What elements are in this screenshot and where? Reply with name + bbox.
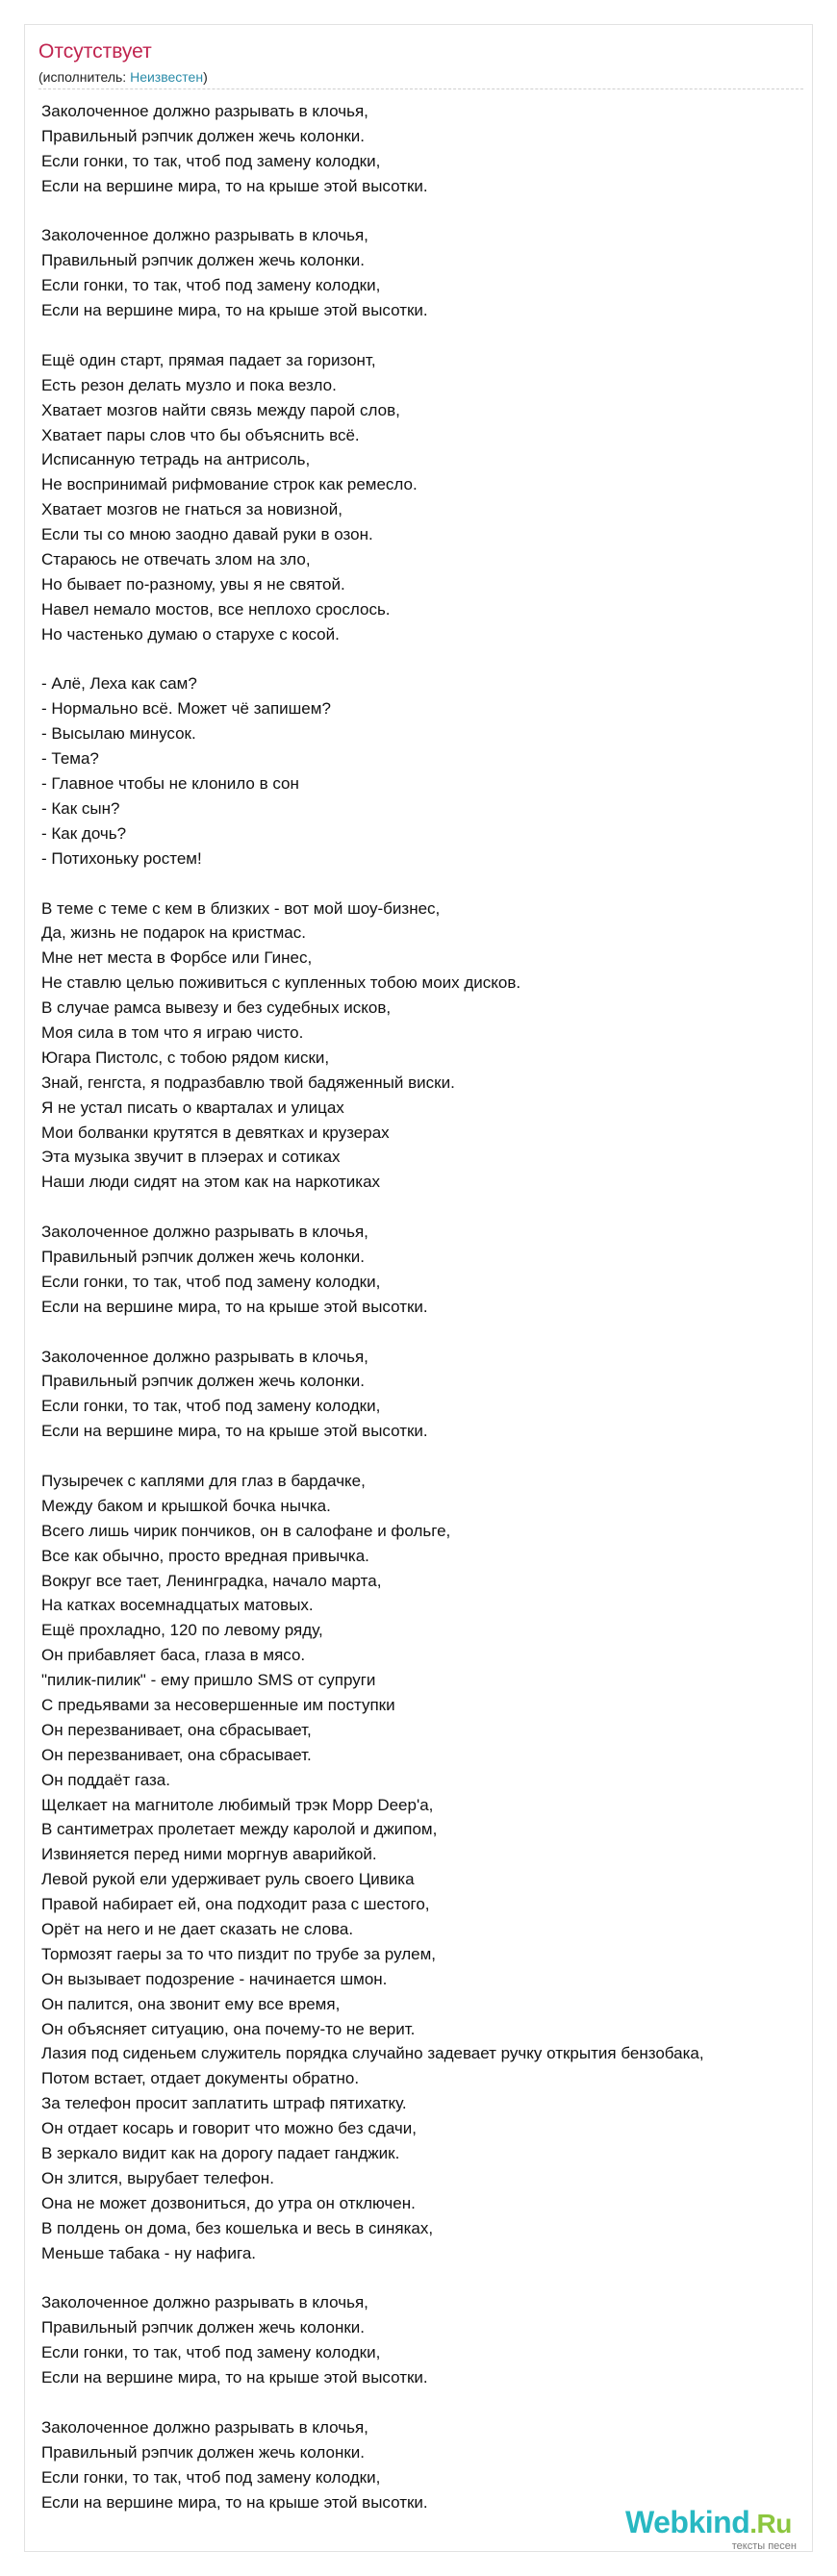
lyrics-line: Хватает пары слов что бы объяснить всё. (41, 425, 360, 444)
artist-prefix: (исполнитель: (38, 69, 131, 85)
lyrics-line: Если гонки, то так, чтоб под замену колодки, (41, 276, 381, 295)
song-title: Отсутствует (38, 40, 152, 63)
lyrics-line: Мне нет места в Форбсе или Гинес, (41, 948, 313, 968)
lyrics-blank-line (41, 1195, 830, 1220)
lyrics-line: Левой рукой ели удерживает руль своего Цивика (41, 1870, 415, 1889)
lyrics-line: Знай, генгста, я подразбавлю твой бадяженный виски. (41, 1073, 455, 1092)
lyrics-line: Хватает мозгов найти связь между парой слов, (41, 400, 400, 419)
webkind-logo[interactable] (625, 2506, 818, 2563)
lyrics-line: В сантиметрах пролетает между каролой и джипом, (41, 1820, 438, 1839)
lyrics-line: Потом встает, отдает документы обратно. (41, 2069, 360, 2088)
lyrics-line: Да, жизнь не подарок на кристмас. (41, 923, 306, 943)
lyrics-blank-line (41, 1444, 830, 1469)
lyrics-line: Хватает мозгов не гнаться за новизной, (41, 500, 342, 519)
lyrics-line: Она не может дозвониться, до утра он отключен. (41, 2193, 416, 2212)
lyrics-line: Он поддаёт газа. (41, 1770, 170, 1789)
lyrics-line: - Как сын? (41, 798, 120, 818)
lyrics-line: Если гонки, то так, чтоб под замену колодки, (41, 2343, 381, 2362)
lyrics-line: Он отдает косарь и говорит что можно без сдачи, (41, 2119, 417, 2138)
lyrics-line: Тормозят гаеры за то что пиздит по трубе за рулем, (41, 1944, 436, 1963)
lyrics-line: Правильный рэпчик должен жечь колонки. (41, 2442, 365, 2462)
lyrics-line: Эта музыка звучит в плэерах и сотиках (41, 1148, 341, 1167)
lyrics-line: Если на вершине мира, то на крыше этой высотки. (41, 2492, 428, 2512)
lyrics-line: Не воспринимай рифмование строк как ремесло. (41, 475, 418, 494)
lyrics-line: - Нормально всё. Может чё запишем? (41, 699, 331, 719)
lyrics-line: Заколоченное должно разрывать в клочья, (41, 226, 368, 245)
lyrics-line: Наши люди сидят на этом как на наркотиках (41, 1173, 381, 1192)
lyrics-line: В зеркало видит как на дорогу падает ганджик. (41, 2144, 400, 2163)
lyrics-line: Югара Пистолс, с тобою рядом киски, (41, 1048, 330, 1067)
lyrics-line: Я не устал писать о кварталах и улицах (41, 1098, 344, 1117)
lyrics-body (41, 99, 830, 2514)
lyrics-line: Он объясняет ситуацию, она почему-то не верит. (41, 2019, 416, 2038)
lyrics-line: Если гонки, то так, чтоб под замену колодки, (41, 1397, 381, 1416)
lyrics-line: Правильный рэпчик должен жечь колонки. (41, 1372, 365, 1391)
lyrics-line: Мои болванки крутятся в девятках и крузерах (41, 1123, 390, 1142)
lyrics-line: Меньше табака - ну нафига. (41, 2243, 257, 2262)
lyrics-line: Если на вершине мира, то на крыше этой высотки. (41, 1422, 428, 1441)
lyrics-line: Заколоченное должно разрывать в клочья, (41, 2293, 368, 2312)
lyrics-blank-line (41, 323, 830, 348)
logo-subtitle: тексты песен (731, 2540, 797, 2552)
lyrics-line: Лазия под сиденьем служитель порядка случайно задевает ручку открытия бензобака, (41, 2044, 704, 2063)
lyrics-line: Но бывает по-разному, увы я не святой. (41, 574, 345, 593)
header-divider (38, 88, 803, 89)
lyrics-line: Извиняется перед ними моргнув аварийкой. (41, 1845, 377, 1864)
lyrics-line: На катках восемнадцатых матовых. (41, 1596, 314, 1615)
lyrics-blank-line (41, 1320, 830, 1345)
lyrics-line: Стараюсь не отвечать злом на зло, (41, 550, 311, 569)
lyrics-line: - Алё, Леха как сам? (41, 674, 197, 694)
logo-text (625, 2506, 818, 2540)
logo-tld: .Ru (749, 2509, 792, 2538)
lyrics-line: В случае рамса вывезу и без судебных исков, (41, 998, 392, 1018)
lyrics-line: С предьявами за несовершенные им поступки (41, 1696, 395, 1714)
artist-suffix: ) (203, 69, 208, 85)
lyrics-line: Вокруг все тает, Ленинградка, начало марта, (41, 1571, 382, 1590)
lyrics-line: Между баком и крышкой бочка нычка. (41, 1496, 331, 1515)
lyrics-line: Но частенько думаю о старухе с косой. (41, 624, 340, 644)
lyrics-line: Если на вершине мира, то на крыше этой высотки. (41, 1297, 428, 1316)
lyrics-blank-line (41, 199, 830, 224)
lyrics-line: Он перезванивает, она сбрасывает. (41, 1745, 312, 1764)
lyrics-line: Он палится, она звонит ему все время, (41, 1994, 341, 2013)
lyrics-line: - Высылаю минусок. (41, 724, 196, 744)
lyrics-blank-line (41, 2265, 830, 2290)
lyrics-blank-line (41, 2390, 830, 2415)
lyrics-line: Он прибавляет баса, глаза в мясо. (41, 1646, 306, 1665)
lyrics-line: Если ты со мною заодно давай руки в озон. (41, 525, 373, 544)
lyrics-line: В полдень он дома, без кошелька и весь в синяках, (41, 2218, 434, 2237)
lyrics-line: В теме с теме с кем в близких - вот мой шоу-бизнес, (41, 898, 441, 918)
lyrics-line: - Тема? (41, 749, 99, 769)
lyrics-line: Все как обычно, просто вредная привычка. (41, 1546, 369, 1565)
lyrics-line: Заколоченное должно разрывать в клочья, (41, 2417, 368, 2437)
song-meta (38, 67, 799, 87)
lyrics-line: Не ставлю целью поживиться с купленных тобою моих дисков. (41, 973, 521, 993)
lyrics-line: Если на вершине мира, то на крыше этой высотки. (41, 301, 428, 320)
lyrics-line: Если гонки, то так, чтоб под замену колодки, (41, 151, 381, 170)
lyrics-line: Исписанную тетрадь на антрисоль, (41, 450, 311, 469)
song-header (38, 38, 799, 87)
lyrics-line: - Главное чтобы не клонило в сон (41, 774, 299, 794)
lyrics-line: Заколоченное должно разрывать в клочья, (41, 102, 368, 120)
lyrics-blank-line (41, 647, 830, 672)
lyrics-line: Если гонки, то так, чтоб под замену колодки, (41, 1272, 381, 1291)
lyrics-line: Моя сила в том что я играю чисто. (41, 1023, 304, 1042)
lyrics-line: Правой набирает ей, она подходит раза с шестого, (41, 1895, 430, 1914)
lyrics-line: Пузыречек с каплями для глаз в бардачке, (41, 1471, 366, 1490)
lyrics-line: Он перезванивает, она сбрасывает, (41, 1720, 312, 1739)
lyrics-line: Он злится, вырубает телефон. (41, 2168, 274, 2187)
lyrics-line: Правильный рэпчик должен жечь колонки. (41, 1247, 365, 1266)
lyrics-line: Он вызывает подозрение - начинается шмон. (41, 1969, 388, 1988)
lyrics-line: Если на вершине мира, то на крыше этой высотки. (41, 2368, 428, 2387)
lyrics-line: Правильный рэпчик должен жечь колонки. (41, 251, 365, 270)
artist-link[interactable]: Неизвестен (130, 69, 204, 85)
lyrics-line: Правильный рэпчик должен жечь колонки. (41, 2318, 365, 2337)
lyrics-line: Навел немало мостов, все неплохо срослось. (41, 599, 391, 619)
lyrics-line: За телефон просит заплатить штраф пятихатку. (41, 2094, 407, 2113)
lyrics-line: Если гонки, то так, чтоб под замену колодки, (41, 2467, 381, 2487)
lyrics-line: Ещё прохладно, 120 по левому ряду, (41, 1621, 323, 1640)
lyrics-line: Если на вершине мира, то на крыше этой высотки. (41, 176, 428, 195)
lyrics-line: Заколоченное должно разрывать в клочья, (41, 1223, 368, 1242)
lyrics-line: Щелкает на магнитоле любимый трэк Mopp Deep'a, (41, 1795, 434, 1814)
lyrics-line: Заколоченное должно разрывать в клочья, (41, 1347, 368, 1366)
lyrics-blank-line (41, 871, 830, 897)
lyrics-line: Орёт на него и не дает сказать не слова. (41, 1920, 354, 1939)
lyrics-line: - Потихоньку ростем! (41, 848, 202, 868)
lyrics-line: Всего лишь чирик пончиков, он в салофане и фольге, (41, 1521, 451, 1540)
lyrics-line: Есть резон делать музло и пока везло. (41, 375, 337, 394)
lyrics-line: - Как дочь? (41, 823, 127, 843)
lyrics-line: "пилик-пилик" - ему пришло SMS от супруги (41, 1671, 376, 1690)
lyrics-line: Правильный рэпчик должен жечь колонки. (41, 126, 365, 145)
logo-main-text: Webkind (625, 2505, 750, 2539)
lyrics-line: Ещё один старт, прямая падает за горизонт, (41, 350, 376, 369)
